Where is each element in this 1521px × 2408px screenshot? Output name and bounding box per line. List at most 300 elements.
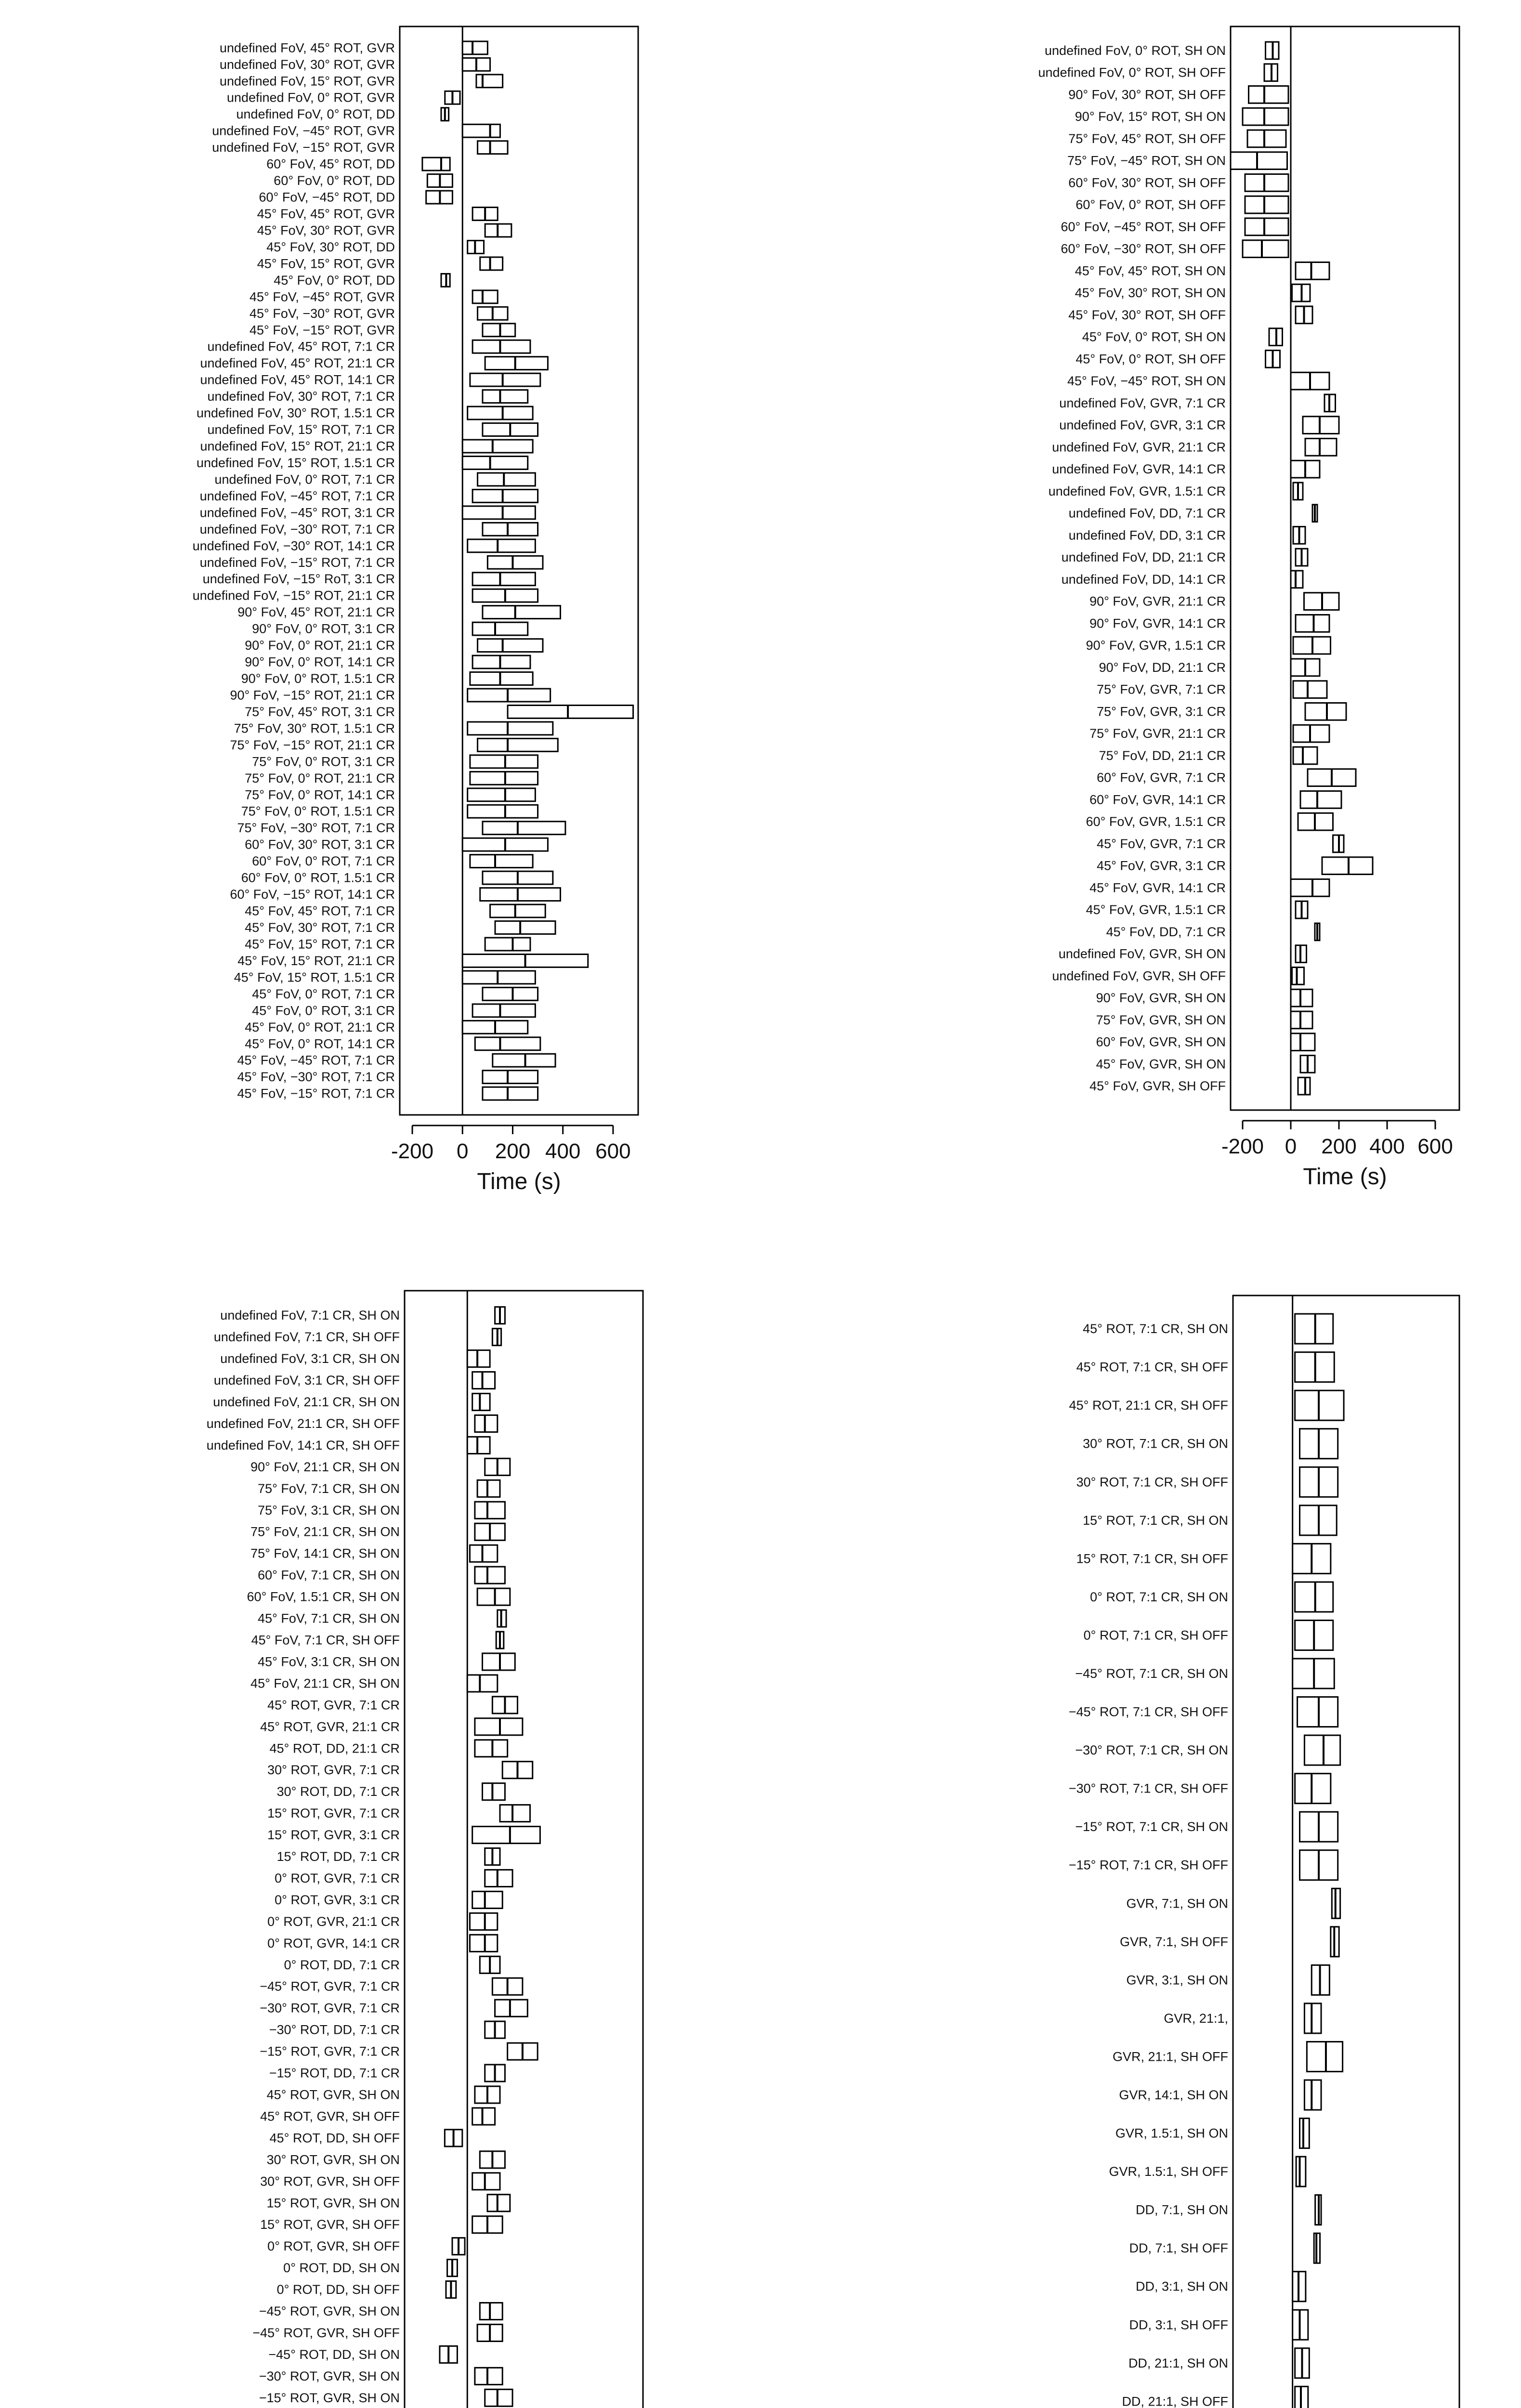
category-label: 90° FoV, −15° ROT, 21:1 CR	[230, 688, 395, 703]
category-label: −45° ROT, DD, SH ON	[268, 2347, 400, 2362]
category-label: 45° FoV, 0° ROT, SH ON	[1082, 329, 1226, 344]
plot-frame	[1233, 1296, 1459, 2408]
box-mark	[470, 772, 538, 785]
box-mark	[487, 556, 543, 569]
category-label: 15° ROT, GVR, 3:1 CR	[267, 1828, 400, 1843]
box-mark	[470, 373, 540, 386]
box-mark	[1304, 2003, 1321, 2033]
category-label: 45° FoV, −30° ROT, 7:1 CR	[237, 1070, 395, 1085]
box-mark	[422, 157, 450, 170]
category-label: 45° FoV, GVR, SH ON	[1096, 1057, 1226, 1072]
category-label: undefined FoV, 15° ROT, 21:1 CR	[200, 439, 395, 454]
box-mark	[472, 1393, 490, 1410]
box-mark	[1307, 2042, 1342, 2071]
category-label: 45° FoV, 0° ROT, 3:1 CR	[252, 1003, 395, 1018]
box-mark	[483, 822, 565, 835]
box-mark	[485, 938, 530, 951]
category-label: undefined FoV, 21:1 CR, SH ON	[213, 1395, 400, 1410]
category-label: −15° ROT, 7:1 CR, SH OFF	[1068, 1858, 1228, 1872]
category-label: 45° FoV, 45° ROT, SH ON	[1075, 263, 1226, 278]
category-label: 60° FoV, 0° ROT, DD	[274, 173, 395, 188]
box-mark	[462, 506, 535, 519]
category-label: 75° FoV, 14:1 CR, SH ON	[250, 1546, 400, 1561]
category-label: 45° FoV, 15° ROT, 1.5:1 CR	[234, 970, 395, 985]
category-label: DD, 7:1, SH ON	[1135, 2202, 1228, 2217]
category-label: 45° FoV, GVR, 1.5:1 CR	[1086, 903, 1226, 917]
category-label: −45° ROT, GVR, SH OFF	[252, 2325, 400, 2340]
box-mark	[467, 1350, 490, 1367]
category-label: 15° ROT, DD, 7:1 CR	[276, 1849, 400, 1864]
box-mark	[472, 2173, 500, 2190]
box-mark	[472, 290, 498, 303]
category-label: 30° ROT, DD, 7:1 CR	[276, 1784, 400, 1799]
category-label: 45° FoV, −30° ROT, GVR	[249, 306, 395, 321]
box-mark	[1293, 725, 1329, 742]
x-tick-label: 200	[495, 1139, 531, 1163]
box-mark	[468, 539, 536, 552]
box-mark	[1293, 681, 1327, 698]
box-mark	[1322, 857, 1373, 875]
category-label: 75° FoV, GVR, 21:1 CR	[1089, 726, 1226, 741]
x-tick-label: 0	[457, 1139, 469, 1163]
category-label: GVR, 1.5:1, SH OFF	[1109, 2164, 1228, 2179]
category-label: 30° ROT, 7:1 CR, SH OFF	[1076, 1475, 1228, 1490]
box-mark	[1291, 1034, 1315, 1051]
category-label: undefined FoV, −45° ROT, 3:1 CR	[199, 505, 395, 520]
category-label: undefined FoV, GVR, 21:1 CR	[1052, 440, 1226, 455]
category-label: 45° ROT, 7:1 CR, SH ON	[1083, 1322, 1228, 1336]
category-label: 30° ROT, GVR, 7:1 CR	[267, 1763, 400, 1778]
box-mark	[470, 672, 533, 685]
category-label: GVR, 14:1, SH ON	[1119, 2087, 1228, 2102]
category-label: undefined FoV, 30° ROT, GVR	[220, 57, 395, 72]
category-label: DD, 3:1, SH OFF	[1129, 2317, 1228, 2332]
category-label: 0° ROT, DD, SH OFF	[276, 2282, 400, 2297]
category-label: 75° FoV, 30° ROT, 1.5:1 CR	[234, 721, 395, 736]
x-tick-label: 400	[545, 1139, 581, 1163]
category-label: 45° FoV, GVR, 3:1 CR	[1097, 858, 1226, 873]
box-mark	[462, 457, 527, 470]
category-label: 75° FoV, 21:1 CR, SH ON	[250, 1524, 400, 1539]
category-label: −30° ROT, GVR, SH ON	[259, 2369, 400, 2383]
category-label: undefined FoV, GVR, 1.5:1 CR	[1048, 484, 1226, 498]
box-mark	[1245, 218, 1288, 236]
category-label: 60° FoV, 0° ROT, 1.5:1 CR	[241, 870, 395, 885]
box-mark	[477, 1588, 510, 1605]
category-label: 0° ROT, DD, SH ON	[283, 2261, 400, 2276]
category-label: 45° FoV, GVR, 7:1 CR	[1097, 836, 1226, 851]
category-label: undefined FoV, DD, 14:1 CR	[1061, 572, 1226, 587]
box-mark	[483, 987, 538, 1000]
box-mark	[485, 357, 548, 370]
box-mark	[1247, 130, 1286, 147]
category-label: 0° ROT, GVR, 21:1 CR	[267, 1914, 400, 1929]
box-mark	[475, 1415, 498, 1432]
box-mark	[480, 257, 503, 270]
category-label: 45° ROT, DD, 21:1 CR	[269, 1741, 400, 1756]
category-label: 60° FoV, GVR, 1.5:1 CR	[1086, 814, 1226, 829]
panel-bottom-right	[1069, 1296, 1459, 2408]
category-label: undefined FoV, DD, 3:1 CR	[1068, 528, 1226, 543]
category-label: 45° FoV, GVR, 14:1 CR	[1089, 880, 1226, 895]
category-label: 75° FoV, 0° ROT, 3:1 CR	[252, 754, 395, 769]
box-mark	[472, 1372, 495, 1389]
category-label: 90° FoV, DD, 21:1 CR	[1099, 660, 1226, 675]
category-label: 90° FoV, 21:1 CR, SH ON	[250, 1459, 400, 1474]
category-label: 75° FoV, 7:1 CR, SH ON	[258, 1481, 400, 1496]
box-mark	[483, 523, 538, 536]
category-label: undefined FoV, 45° ROT, 14:1 CR	[200, 372, 395, 387]
category-label: 45° FoV, 0° ROT, 14:1 CR	[245, 1036, 395, 1051]
x-tick-label: -200	[1221, 1135, 1264, 1158]
category-label: undefined FoV, 21:1 CR, SH OFF	[206, 1416, 400, 1431]
category-label: undefined FoV, 0° ROT, 7:1 CR	[214, 472, 395, 487]
category-label: undefined FoV, 3:1 CR, SH ON	[220, 1351, 400, 1366]
category-label: undefined FoV, −15° RoT, 3:1 CR	[202, 572, 395, 587]
category-label: 15° ROT, 7:1 CR, SH ON	[1083, 1513, 1228, 1528]
box-mark	[462, 124, 500, 137]
box-mark	[483, 390, 528, 403]
category-label: undefined FoV, 7:1 CR, SH OFF	[213, 1330, 400, 1345]
box-mark	[1245, 196, 1288, 213]
category-label: undefined FoV, −15° ROT, 21:1 CR	[192, 588, 395, 603]
category-label: 90° FoV, GVR, 1.5:1 CR	[1086, 638, 1226, 653]
category-label: 60° FoV, GVR, 7:1 CR	[1097, 770, 1226, 785]
category-label: GVR, 21:1,	[1164, 2011, 1228, 2026]
panel-top-right	[1038, 26, 1459, 1190]
box-mark	[472, 573, 535, 586]
category-label: 90° FoV, GVR, 21:1 CR	[1089, 594, 1226, 609]
category-label: DD, 7:1, SH OFF	[1129, 2241, 1228, 2256]
category-label: −45° ROT, 7:1 CR, SH ON	[1075, 1666, 1228, 1681]
category-label: 60° FoV, 0° ROT, 7:1 CR	[252, 854, 395, 869]
box-mark	[472, 1004, 535, 1017]
category-label: 45° FoV, −45° ROT, 7:1 CR	[237, 1053, 395, 1068]
box-mark	[1295, 1774, 1331, 1804]
category-label: 60° FoV, −15° ROT, 14:1 CR	[230, 887, 395, 902]
category-label: undefined FoV, 15° ROT, 7:1 CR	[207, 422, 395, 437]
category-label: 45° FoV, 30° ROT, SH OFF	[1068, 307, 1226, 322]
box-mark	[1300, 791, 1341, 809]
category-label: undefined FoV, GVR, SH OFF	[1052, 968, 1226, 983]
box-mark	[1304, 2080, 1321, 2110]
category-label: 75° FoV, −30° ROT, 7:1 CR	[237, 821, 395, 836]
category-label: −30° ROT, GVR, 7:1 CR	[260, 2001, 400, 2015]
category-label: 75° FoV, 0° ROT, 14:1 CR	[245, 787, 395, 802]
category-label: undefined FoV, 0° ROT, DD	[236, 107, 395, 122]
category-label: undefined FoV, −45° ROT, GVR	[212, 123, 395, 138]
category-label: 75° FoV, DD, 21:1 CR	[1099, 748, 1226, 763]
x-tick-label: 600	[1417, 1135, 1453, 1158]
box-mark	[487, 2195, 510, 2212]
box-mark	[478, 738, 558, 751]
category-label: 90° FoV, 0° ROT, 21:1 CR	[245, 638, 395, 653]
box-mark	[1291, 989, 1312, 1007]
category-label: −45° ROT, GVR, 7:1 CR	[260, 1979, 400, 1994]
box-mark	[483, 1087, 538, 1100]
box-mark	[1295, 1582, 1333, 1612]
box-mark	[1300, 2119, 1310, 2148]
category-label: 75° FoV, GVR, 7:1 CR	[1097, 682, 1226, 697]
category-label: DD, 3:1, SH ON	[1135, 2279, 1228, 2294]
category-label: −30° ROT, DD, 7:1 CR	[269, 2022, 400, 2037]
category-label: 45° FoV, −15° ROT, 7:1 CR	[237, 1086, 395, 1101]
box-mark	[1295, 1314, 1333, 1344]
category-label: 45° FoV, 30° ROT, DD	[266, 239, 395, 254]
box-mark	[468, 406, 533, 419]
x-axis	[391, 1125, 631, 1194]
category-label: 45° FoV, −15° ROT, GVR	[249, 323, 395, 338]
box-mark	[1249, 86, 1289, 104]
category-label: 45° ROT, GVR, SH OFF	[260, 2109, 400, 2124]
category-label: undefined FoV, −15° ROT, GVR	[212, 140, 395, 155]
category-label: undefined FoV, 0° ROT, SH OFF	[1038, 65, 1226, 80]
box-mark	[475, 1037, 540, 1050]
category-label: −15° ROT, GVR, SH ON	[259, 2390, 400, 2405]
category-label: GVR, 3:1, SH ON	[1126, 1973, 1228, 1988]
category-label: 60° FoV, 0° ROT, SH OFF	[1075, 197, 1226, 212]
x-tick-label: -200	[391, 1139, 434, 1163]
category-label: 15° ROT, GVR, SH ON	[266, 2196, 400, 2211]
category-label: 0° ROT, 7:1 CR, SH OFF	[1083, 1628, 1228, 1643]
x-axis	[1221, 1121, 1453, 1190]
box-mark	[1291, 879, 1329, 897]
category-label: undefined FoV, 0° ROT, SH ON	[1045, 43, 1226, 58]
plot-frame	[405, 1291, 643, 2408]
category-label: undefined FoV, DD, 21:1 CR	[1061, 550, 1226, 565]
category-label: −30° ROT, 7:1 CR, SH ON	[1075, 1743, 1228, 1758]
box-mark	[480, 2303, 502, 2319]
category-label: 75° FoV, 3:1 CR, SH ON	[258, 1503, 400, 1518]
category-label: 45° FoV, 45° ROT, 7:1 CR	[245, 903, 395, 918]
box-mark	[1231, 152, 1287, 170]
category-label: 45° FoV, 7:1 CR, SH OFF	[251, 1633, 400, 1648]
category-label: 45° FoV, 0° ROT, 7:1 CR	[252, 986, 395, 1001]
category-label: undefined FoV, −45° ROT, 7:1 CR	[199, 488, 395, 503]
category-label: 90° FoV, 0° ROT, 3:1 CR	[252, 621, 395, 636]
box-mark	[1304, 1735, 1340, 1765]
category-label: 45° FoV, −45° ROT, SH ON	[1067, 374, 1226, 389]
category-label: 45° ROT, GVR, 21:1 CR	[260, 1719, 400, 1734]
box-mark	[478, 141, 508, 154]
box-mark	[470, 1913, 497, 1930]
box-mark	[480, 888, 561, 901]
box-mark	[475, 2368, 502, 2384]
box-mark	[476, 75, 503, 88]
category-label: 75° FoV, GVR, SH ON	[1096, 1012, 1226, 1027]
box-mark	[468, 689, 551, 702]
box-mark	[478, 473, 536, 486]
box-mark	[495, 921, 555, 934]
box-mark	[1292, 968, 1304, 985]
category-label: undefined FoV, 0° ROT, GVR	[227, 90, 395, 105]
category-label: 45° FoV, 21:1 CR, SH ON	[250, 1676, 400, 1691]
category-label: DD, 21:1, SH OFF	[1122, 2394, 1228, 2408]
category-label: 60° FoV, 7:1 CR, SH ON	[258, 1568, 400, 1583]
box-mark	[477, 1480, 500, 1497]
category-label: GVR, 7:1, SH ON	[1126, 1896, 1228, 1911]
category-label: 60° FoV, −30° ROT, SH OFF	[1061, 241, 1226, 256]
x-axis-title: Time (s)	[477, 1169, 561, 1194]
category-label: 60° FoV, GVR, 14:1 CR	[1089, 792, 1226, 807]
category-label: −45° ROT, GVR, SH ON	[259, 2304, 400, 2319]
box-mark	[470, 755, 538, 768]
category-label: 45° FoV, 30° ROT, SH ON	[1075, 286, 1226, 301]
box-mark	[1298, 1077, 1310, 1095]
box-mark	[485, 1870, 512, 1886]
category-label: 60° FoV, −45° ROT, DD	[259, 190, 395, 205]
category-label: 0° ROT, GVR, 3:1 CR	[275, 1892, 400, 1907]
box-mark	[1243, 240, 1288, 258]
category-label: 75° FoV, 0° ROT, 1.5:1 CR	[241, 804, 395, 819]
category-label: undefined FoV, DD, 7:1 CR	[1068, 506, 1226, 521]
box-mark	[470, 1935, 497, 1951]
box-mark	[468, 805, 538, 818]
category-label: undefined FoV, 14:1 CR, SH OFF	[206, 1438, 400, 1453]
category-label: −30° ROT, 7:1 CR, SH OFF	[1068, 1781, 1228, 1796]
box-mark	[1293, 747, 1317, 764]
category-label: 75° FoV, −45° ROT, SH ON	[1067, 153, 1226, 168]
box-mark	[468, 788, 536, 801]
box-mark	[1303, 417, 1339, 434]
box-mark	[1291, 1011, 1312, 1029]
box-mark	[475, 1718, 523, 1735]
category-label: undefined FoV, GVR, SH ON	[1058, 946, 1226, 961]
category-label: 90° FoV, 0° ROT, 14:1 CR	[245, 654, 395, 669]
category-label: 15° ROT, GVR, SH OFF	[260, 2217, 400, 2232]
box-mark	[472, 340, 530, 353]
category-label: 75° FoV, 45° ROT, SH OFF	[1068, 131, 1226, 146]
box-mark	[483, 324, 515, 337]
category-label: undefined FoV, 3:1 CR, SH OFF	[213, 1373, 400, 1388]
box-mark	[472, 1891, 503, 1908]
box-mark	[1296, 262, 1329, 280]
category-label: 90° FoV, GVR, SH ON	[1096, 991, 1226, 1006]
category-label: undefined FoV, 15° ROT, GVR	[220, 74, 395, 89]
category-label: 45° FoV, −45° ROT, GVR	[249, 289, 395, 304]
category-label: 90° FoV, 30° ROT, SH OFF	[1068, 87, 1226, 102]
box-mark	[478, 639, 543, 652]
box-mark	[467, 1675, 498, 1692]
category-label: 45° FoV, GVR, SH OFF	[1089, 1079, 1226, 1094]
category-label: 45° FoV, 3:1 CR, SH ON	[258, 1654, 400, 1669]
category-label: 45° FoV, DD, 7:1 CR	[1106, 924, 1226, 939]
category-label: undefined FoV, GVR, 7:1 CR	[1059, 395, 1226, 410]
box-mark	[1291, 571, 1303, 588]
category-label: 60° FoV, −45° ROT, SH OFF	[1061, 219, 1226, 234]
box-mark	[483, 1783, 505, 1800]
category-label: 75° FoV, 45° ROT, 3:1 CR	[245, 704, 395, 719]
category-label: 90° FoV, 15° ROT, SH ON	[1075, 109, 1226, 124]
category-label: GVR, 1.5:1, SH ON	[1115, 2126, 1228, 2141]
box-mark	[467, 1437, 490, 1453]
box-mark	[490, 904, 546, 917]
category-label: undefined FoV, −30° ROT, 7:1 CR	[199, 522, 395, 537]
x-tick-label: 0	[1285, 1135, 1297, 1158]
category-label: 30° ROT, GVR, SH ON	[266, 2152, 400, 2167]
box-mark	[1296, 2157, 1306, 2186]
box-mark	[1296, 615, 1329, 632]
box-mark	[462, 41, 487, 54]
category-label: undefined FoV, 30° ROT, 1.5:1 CR	[196, 406, 395, 420]
category-label: 45° FoV, 0° ROT, 21:1 CR	[245, 1020, 395, 1034]
box-mark	[508, 706, 633, 719]
category-label: 45° ROT, DD, SH OFF	[269, 2131, 400, 2146]
category-label: 15° ROT, GVR, 7:1 CR	[267, 1806, 400, 1821]
category-label: 45° FoV, 45° ROT, GVR	[257, 207, 395, 222]
panel-bottom-left	[207, 1291, 643, 2408]
category-label: 60° FoV, 45° ROT, DD	[266, 157, 395, 171]
category-label: 45° FoV, 0° ROT, DD	[274, 273, 395, 288]
box-mark	[1243, 108, 1288, 125]
box-mark	[483, 606, 561, 619]
category-label: 60° FoV, 30° ROT, SH OFF	[1068, 175, 1226, 190]
category-label: 45° ROT, GVR, 7:1 CR	[267, 1698, 400, 1713]
box-mark	[483, 1071, 538, 1084]
category-label: 0° ROT, GVR, 14:1 CR	[267, 1936, 400, 1950]
box-mark	[468, 722, 553, 735]
x-tick-label: 600	[595, 1139, 631, 1163]
category-label: GVR, 7:1, SH OFF	[1119, 1934, 1228, 1949]
category-label: undefined FoV, GVR, 14:1 CR	[1052, 462, 1226, 477]
category-label: GVR, 21:1, SH OFF	[1112, 2049, 1228, 2064]
category-label: undefined FoV, −30° ROT, 14:1 CR	[192, 538, 395, 553]
category-label: 45° FoV, 15° ROT, 21:1 CR	[237, 953, 395, 968]
panel-top-left	[193, 26, 638, 1194]
category-label: undefined FoV, 45° ROT, 21:1 CR	[200, 356, 395, 371]
category-label: 75° FoV, −15° ROT, 21:1 CR	[230, 737, 395, 752]
category-label: 90° FoV, 45° ROT, 21:1 CR	[237, 605, 395, 620]
category-label: 60° FoV, GVR, SH ON	[1096, 1034, 1226, 1049]
category-label: 45° ROT, 7:1 CR, SH OFF	[1076, 1360, 1228, 1374]
box-mark	[472, 655, 530, 668]
box-mark	[472, 489, 538, 502]
box-mark	[1245, 174, 1288, 192]
box-mark	[470, 855, 533, 868]
category-label: undefined FoV, 7:1 CR, SH ON	[220, 1308, 400, 1323]
category-label: −15° ROT, GVR, 7:1 CR	[260, 2044, 400, 2059]
box-mark	[475, 1567, 505, 1584]
category-label: DD, 21:1, SH ON	[1128, 2356, 1228, 2370]
category-label: 60° FoV, 30° ROT, 3:1 CR	[245, 837, 395, 852]
box-mark	[462, 971, 535, 984]
category-label: −15° ROT, 7:1 CR, SH ON	[1075, 1819, 1228, 1834]
category-label: 45° FoV, 0° ROT, SH OFF	[1075, 352, 1226, 366]
x-tick-label: 200	[1321, 1135, 1357, 1158]
box-mark	[493, 1054, 555, 1067]
category-label: 90° FoV, GVR, 14:1 CR	[1089, 616, 1226, 631]
box-mark	[1305, 439, 1337, 456]
category-label: 45° FoV, 7:1 CR, SH ON	[258, 1611, 400, 1626]
box-mark	[475, 1740, 508, 1757]
box-mark	[1305, 703, 1346, 720]
category-label: 30° ROT, GVR, SH OFF	[260, 2174, 400, 2189]
box-mark	[462, 440, 533, 453]
box-mark	[472, 1827, 540, 1844]
box-mark	[495, 2000, 528, 2016]
category-label: undefined FoV, 45° ROT, GVR	[220, 40, 395, 55]
box-mark	[1298, 1697, 1338, 1727]
category-label: 0° ROT, DD, 7:1 CR	[284, 1957, 400, 1972]
category-label: 0° ROT, GVR, 7:1 CR	[275, 1871, 400, 1885]
category-label: 75° FoV, GVR, 3:1 CR	[1097, 704, 1226, 719]
box-mark	[472, 2108, 495, 2125]
category-label: 45° FoV, 30° ROT, GVR	[257, 223, 395, 238]
x-axis-title: Time (s)	[1303, 1164, 1387, 1190]
category-label: undefined FoV, GVR, 3:1 CR	[1059, 418, 1226, 432]
category-label: undefined FoV, −15° ROT, 7:1 CR	[199, 555, 395, 570]
category-label: 45° ROT, GVR, SH ON	[266, 2087, 400, 2102]
